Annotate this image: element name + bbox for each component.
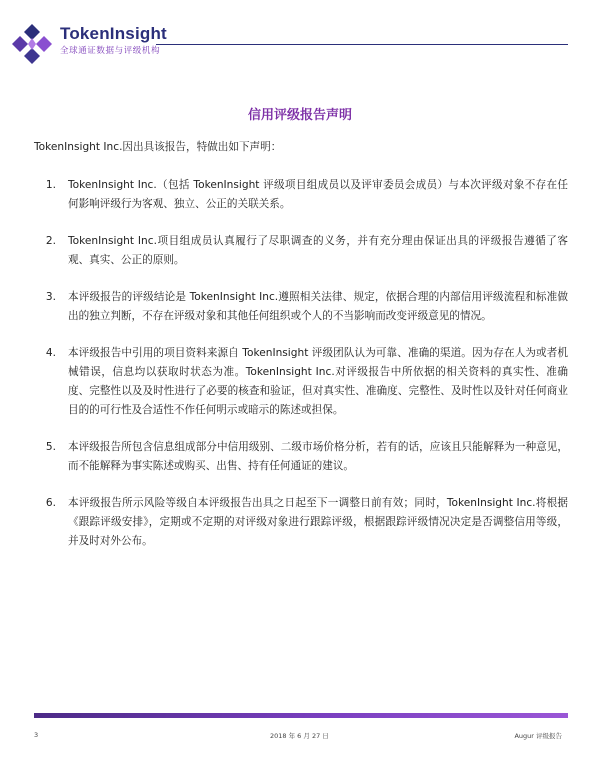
item-number: 6. bbox=[45, 497, 56, 509]
brand-name: TokenInsight bbox=[60, 24, 167, 43]
list-item bbox=[32, 344, 572, 420]
item-number: 1. bbox=[45, 179, 56, 191]
item-number: 4. bbox=[45, 347, 56, 359]
intro-paragraph: TokenInsight Inc.因出具该报告，特做出如下声明： bbox=[34, 141, 282, 153]
list-item bbox=[32, 232, 572, 270]
header-divider bbox=[156, 44, 568, 45]
report-date: 2018 年 6 月 27 日 bbox=[270, 732, 329, 740]
footer-divider bbox=[34, 713, 568, 718]
list-item bbox=[32, 494, 572, 551]
item-text: 本评级报告中引用的项目资料来源自 TokenInsight 评级团队认为可靠、准确的渠道。因为存在人为或者机械错误，信息均以获取时状态为准。TokenInsight Inc.对评级报告中所依据的相关资料的真实性、准确度、完整性以及及时性进行了必要的核查和验证，但对真实性、准确度、完整性、及时性以及针对任何商业目的的可行性及合适性不作任何明示或暗示的陈述或担保。 bbox=[68, 347, 568, 416]
item-number: 5. bbox=[45, 441, 56, 453]
list-item bbox=[32, 176, 572, 214]
report-name: Augur 评级报告 bbox=[514, 732, 562, 740]
item-number: 3. bbox=[45, 291, 56, 303]
item-number: 2. bbox=[45, 235, 56, 247]
item-text: 本评级报告的评级结论是 TokenInsight Inc.遵照相关法律、规定，依据合理的内部信用评级流程和标准做出的独立判断，不存在评级对象和其他任何组织或个人的不当影响而改变评级意见的情况。 bbox=[68, 291, 568, 322]
item-text: 本评级报告所包含信息组成部分中信用级别、二级市场价格分析，若有的话，应该且只能解释为一种意见，而不能解释为事实陈述或购买、出售、持有任何通证的建议。 bbox=[68, 441, 568, 472]
list-item bbox=[32, 288, 572, 326]
declaration-list bbox=[32, 176, 572, 569]
item-text: TokenInsight Inc.（包括 TokenInsight 评级项目组成员以及评审委员会成员）与本次评级对象不存在任何影响评级行为客观、独立、公正的关联关系。 bbox=[68, 179, 568, 210]
tokeninsight-logo-icon bbox=[10, 22, 54, 66]
brand-tagline: 全球通证数据与评级机构 bbox=[60, 46, 161, 56]
item-text: 本评级报告所示风险等级自本评级报告出具之日起至下一调整日前有效；同时，TokenInsight Inc.将根据《跟踪评级安排》，定期或不定期的对评级对象进行跟踪评级，根据跟踪评级情况决定是否调整信用等级，并及时对外公布。 bbox=[68, 497, 568, 547]
page-title: 信用评级报告声明 bbox=[247, 108, 352, 123]
item-text: TokenInsight Inc.项目组成员认真履行了尽职调查的义务，并有充分理由保证出具的评级报告遵循了客观、真实、公正的原则。 bbox=[68, 235, 568, 266]
page-header bbox=[0, 0, 600, 70]
page-number: 3 bbox=[34, 731, 39, 739]
list-item bbox=[32, 438, 572, 476]
